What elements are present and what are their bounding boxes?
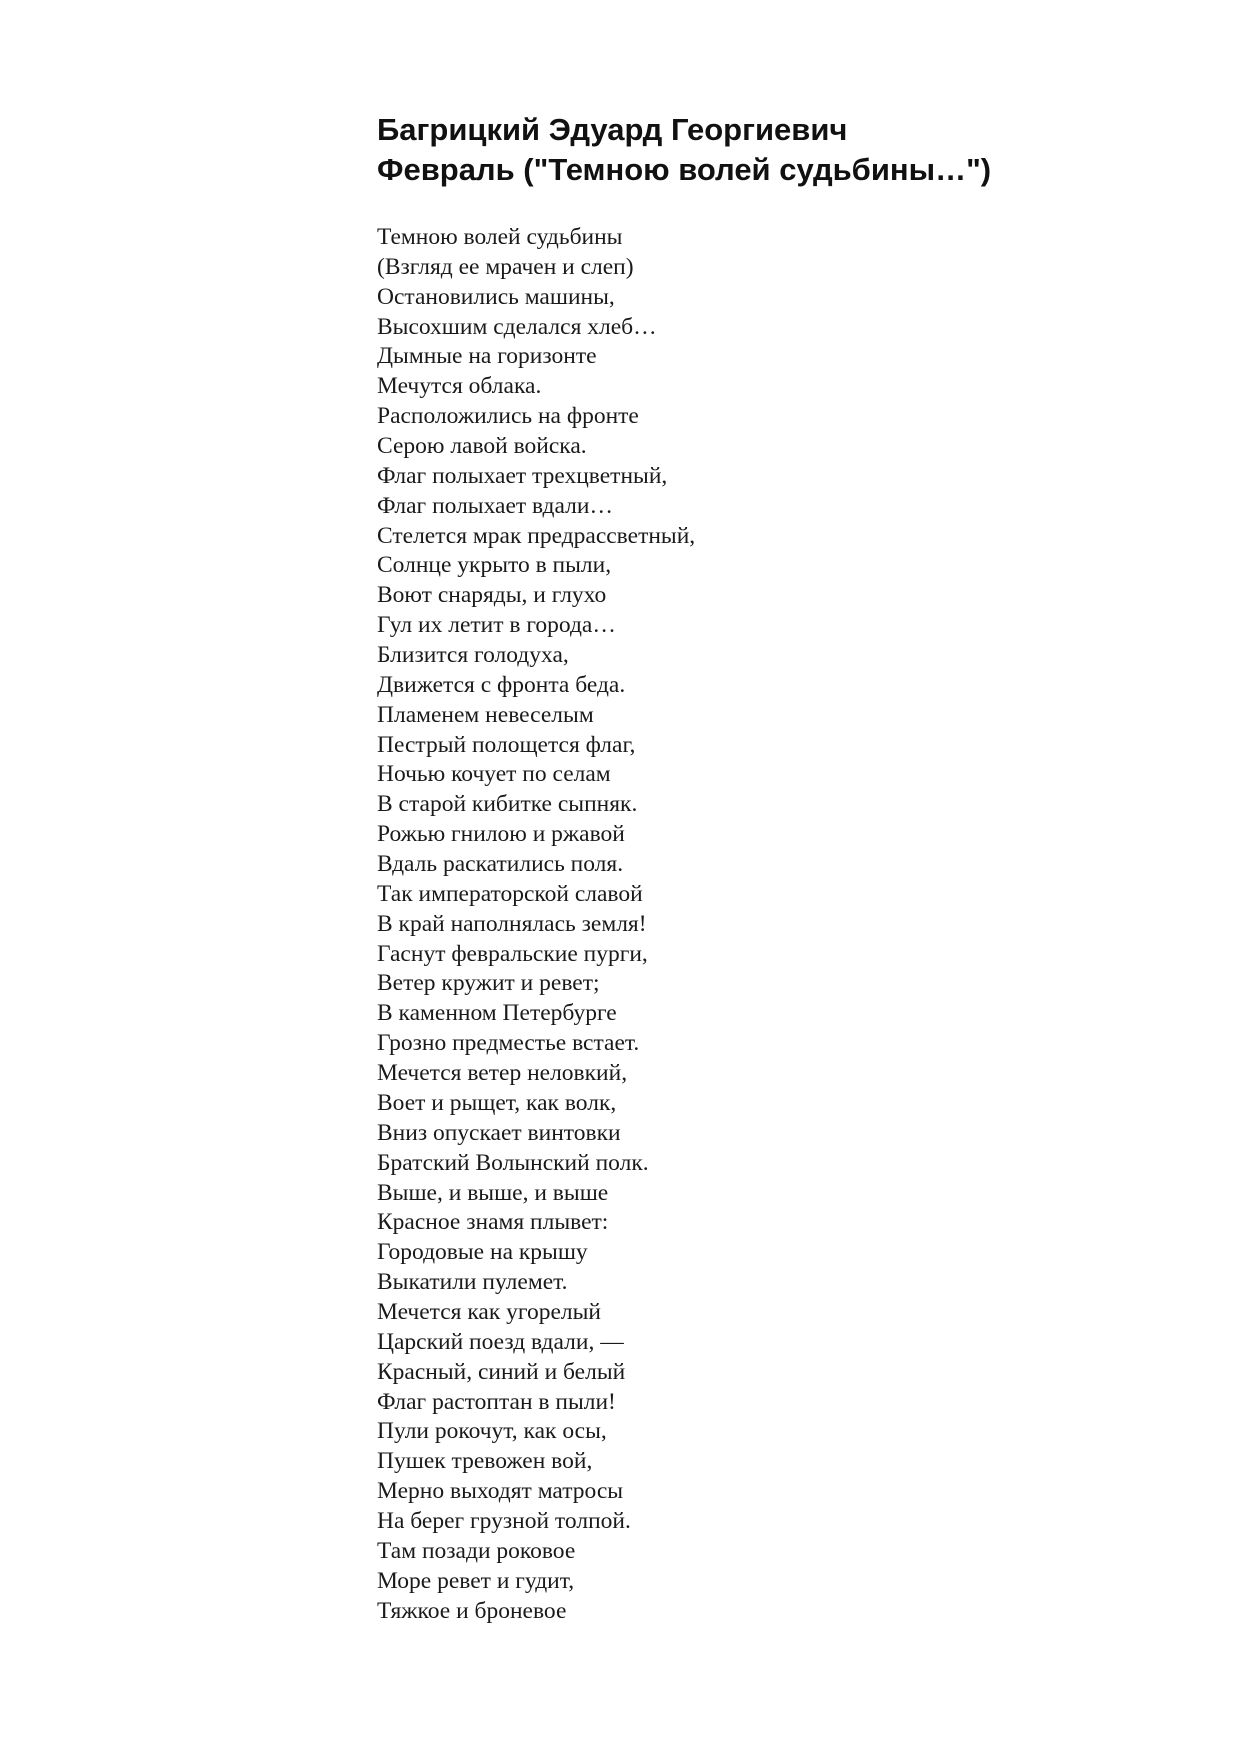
poem-line: Красное знамя плывет: [377, 1209, 609, 1236]
poem-line: Царский поезд вдали, — [377, 1328, 624, 1355]
poem-line: Темною волей судьбины [377, 224, 623, 250]
poem-line: Выкатили пулемет. [377, 1269, 568, 1296]
poem-line: Ночью кочует по селам [377, 761, 611, 788]
poem-line: Выше, и выше, и выше [377, 1179, 609, 1206]
poem-line: Ветер кружит и ревет; [377, 970, 600, 997]
poem-line: Стелется мрак предрассветный, [377, 522, 696, 549]
poem-line: В старой кибитке сыпняк. [377, 791, 638, 818]
poem-line: Пушек тревожен вой, [377, 1448, 593, 1475]
poem-line: Флаг растоптан в пыли! [377, 1388, 616, 1415]
poem-title: Февраль ("Темною волей судьбины…") [377, 152, 992, 187]
poem-line: Там позади роковое [377, 1537, 576, 1564]
poem-line: Движется с фронта беда. [377, 671, 626, 698]
poem-line: Рожью гнилою и ржавой [377, 821, 625, 848]
author-name: Багрицкий Эдуард Георгиевич [377, 112, 848, 147]
poem-line: Пули рокочут, как осы, [377, 1418, 607, 1445]
poem-line: Мечутся облака. [377, 373, 542, 400]
poem-line: Расположились на фронте [377, 403, 639, 430]
poem-line: Мерно выходят матросы [377, 1478, 624, 1505]
poem-line: Городовые на крышу [377, 1239, 588, 1266]
poem-line: Вдаль раскатились поля. [377, 851, 624, 878]
poem-line: Близится голодуха, [377, 642, 569, 669]
poem-line: Флаг полыхает вдали… [377, 492, 613, 519]
poem-line: Так императорской славой [377, 880, 643, 907]
poem-line: Серою лавой войска. [377, 433, 587, 460]
poem-line: Гул их летит в города… [377, 612, 616, 639]
poem-line: В край наполнялась земля! [377, 910, 647, 937]
poem-text [377, 223, 1177, 1626]
poem-line: На берег грузной толпой. [377, 1507, 631, 1534]
poem-line: Дымные на горизонте [377, 343, 597, 370]
poem-line: Солнце укрыто в пыли, [377, 552, 612, 579]
poem-line: Вниз опускает винтовки [377, 1119, 621, 1146]
poem-line: В каменном Петербурге [377, 1000, 617, 1027]
poem-line: Высохшим сделался хлеб… [377, 313, 657, 340]
poem-line: (Взгляд ее мрачен и слеп) [377, 253, 634, 280]
poem-line: Воет и рыщет, как волк, [377, 1089, 617, 1116]
poem-line: Остановились машины, [377, 283, 615, 310]
document-heading [377, 110, 1197, 190]
poem-line: Пестрый полощется флаг, [377, 731, 636, 758]
poem-line: Грозно предместье встает. [377, 1030, 640, 1057]
poem-line: Гаснут февральские пурги, [377, 940, 648, 967]
poem-line: Воют снаряды, и глухо [377, 582, 607, 609]
poem-line: Тяжкое и броневое [377, 1597, 567, 1624]
poem-line: Мечется как угорелый [377, 1298, 601, 1325]
poem-line: Мечется ветер неловкий, [377, 1060, 628, 1087]
poem-line: Пламенем невеселым [377, 701, 594, 728]
poem-line: Флаг полыхает трехцветный, [377, 462, 668, 489]
poem-line: Братский Волынский полк. [377, 1149, 649, 1176]
poem-line: Красный, синий и белый [377, 1358, 626, 1385]
poem-line: Море ревет и гудит, [377, 1567, 575, 1594]
